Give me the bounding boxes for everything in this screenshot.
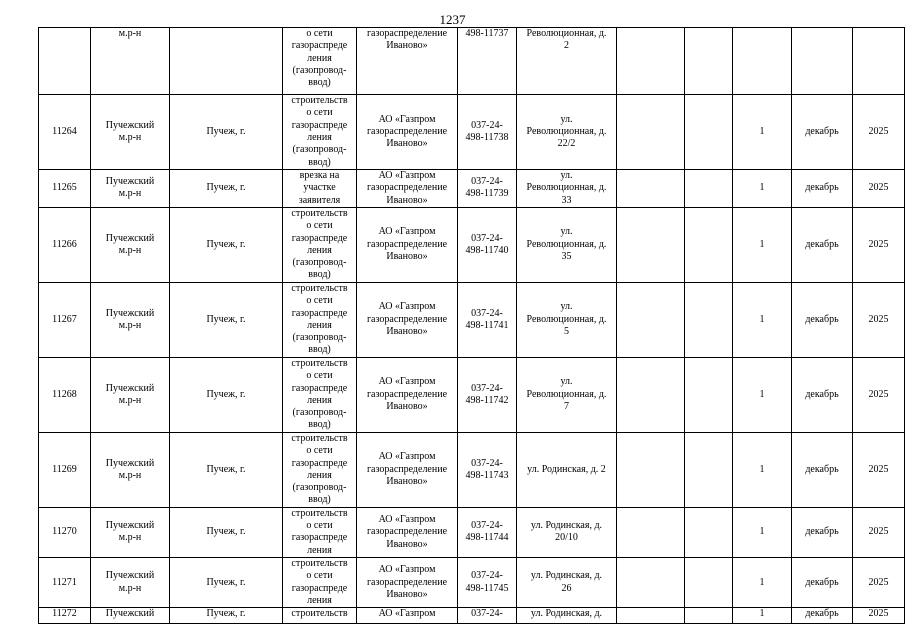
month-cell: декабрь bbox=[792, 207, 853, 282]
code-cell: 037-24- 498-11740 bbox=[458, 207, 517, 282]
quantity-cell bbox=[733, 28, 792, 95]
quantity-cell: 1 bbox=[733, 207, 792, 282]
organization-cell: АО «Газпром газораспределение Иваново» bbox=[357, 95, 458, 170]
row-number-cell: 11265 bbox=[39, 170, 91, 208]
year-cell: 2025 bbox=[853, 608, 905, 624]
month-cell: декабрь bbox=[792, 357, 853, 432]
district-cell: Пучежский м.р-н bbox=[91, 207, 170, 282]
work-type-cell: строительств о сети газораспреде ления (газопровод- ввод) bbox=[283, 207, 357, 282]
empty-cell bbox=[617, 95, 685, 170]
row-number-cell: 11266 bbox=[39, 207, 91, 282]
year-cell: 2025 bbox=[853, 207, 905, 282]
gas-connections-table bbox=[38, 27, 905, 624]
table-row bbox=[39, 432, 905, 507]
year-cell bbox=[853, 28, 905, 95]
code-cell: 498-11737 bbox=[458, 28, 517, 95]
empty-cell bbox=[617, 357, 685, 432]
locality-cell: Пучеж, г. bbox=[170, 207, 283, 282]
year-cell: 2025 bbox=[853, 558, 905, 608]
work-type-cell: строительств bbox=[283, 608, 357, 624]
quantity-cell: 1 bbox=[733, 282, 792, 357]
row-number-cell bbox=[39, 28, 91, 95]
work-type-cell: строительств о сети газораспреде ления (газопровод- ввод) bbox=[283, 282, 357, 357]
work-type-cell: строительств о сети газораспреде ления bbox=[283, 558, 357, 608]
empty-cell bbox=[685, 357, 733, 432]
empty-cell bbox=[685, 95, 733, 170]
locality-cell: Пучеж, г. bbox=[170, 357, 283, 432]
row-number-cell: 11268 bbox=[39, 357, 91, 432]
district-cell: Пучежский м.р-н bbox=[91, 432, 170, 507]
month-cell: декабрь bbox=[792, 432, 853, 507]
empty-cell bbox=[617, 28, 685, 95]
code-cell: 037-24- 498-11738 bbox=[458, 95, 517, 170]
row-number-cell: 11269 bbox=[39, 432, 91, 507]
address-cell: ул. Революционная, д. 33 bbox=[517, 170, 617, 208]
organization-cell: АО «Газпром газораспределение Иваново» bbox=[357, 170, 458, 208]
month-cell: декабрь bbox=[792, 507, 853, 557]
organization-cell: газораспределение Иваново» bbox=[357, 28, 458, 95]
table-body bbox=[39, 28, 905, 624]
quantity-cell: 1 bbox=[733, 507, 792, 557]
month-cell: декабрь bbox=[792, 282, 853, 357]
district-cell: Пучежский м.р-н bbox=[91, 507, 170, 557]
row-number-cell: 11271 bbox=[39, 558, 91, 608]
organization-cell: АО «Газпром газораспределение Иваново» bbox=[357, 507, 458, 557]
code-cell: 037-24- 498-11742 bbox=[458, 357, 517, 432]
locality-cell: Пучеж, г. bbox=[170, 95, 283, 170]
month-cell: декабрь bbox=[792, 170, 853, 208]
quantity-cell: 1 bbox=[733, 432, 792, 507]
organization-cell: АО «Газпром газораспределение Иваново» bbox=[357, 432, 458, 507]
address-cell: ул. Революционная, д. 5 bbox=[517, 282, 617, 357]
locality-cell: Пучеж, г. bbox=[170, 282, 283, 357]
locality-cell: Пучеж, г. bbox=[170, 432, 283, 507]
locality-cell: Пучеж, г. bbox=[170, 170, 283, 208]
year-cell: 2025 bbox=[853, 282, 905, 357]
empty-cell bbox=[685, 207, 733, 282]
year-cell: 2025 bbox=[853, 170, 905, 208]
work-type-cell: о сети газораспреде ления (газопровод- ввод) bbox=[283, 28, 357, 95]
month-cell: декабрь bbox=[792, 558, 853, 608]
locality-cell: Пучеж, г. bbox=[170, 507, 283, 557]
address-cell: ул. Революционная, д. 22/2 bbox=[517, 95, 617, 170]
empty-cell bbox=[685, 608, 733, 624]
empty-cell bbox=[685, 432, 733, 507]
organization-cell: АО «Газпром газораспределение Иваново» bbox=[357, 558, 458, 608]
page-number: 1237 bbox=[439, 12, 466, 27]
table-row bbox=[39, 207, 905, 282]
organization-cell: АО «Газпром газораспределение Иваново» bbox=[357, 207, 458, 282]
district-cell: Пучежский м.р-н bbox=[91, 95, 170, 170]
table-row bbox=[39, 170, 905, 208]
quantity-cell: 1 bbox=[733, 357, 792, 432]
district-cell: Пучежский bbox=[91, 608, 170, 624]
quantity-cell: 1 bbox=[733, 608, 792, 624]
empty-cell bbox=[617, 608, 685, 624]
empty-cell bbox=[685, 507, 733, 557]
empty-cell bbox=[685, 170, 733, 208]
quantity-cell: 1 bbox=[733, 170, 792, 208]
row-number-cell: 11272 bbox=[39, 608, 91, 624]
year-cell: 2025 bbox=[853, 95, 905, 170]
work-type-cell: строительств о сети газораспреде ления (газопровод- ввод) bbox=[283, 357, 357, 432]
address-cell: ул. Революционная, д. 7 bbox=[517, 357, 617, 432]
year-cell: 2025 bbox=[853, 432, 905, 507]
address-cell: Революционная, д. 2 bbox=[517, 28, 617, 95]
table-row bbox=[39, 558, 905, 608]
code-cell: 037-24- 498-11744 bbox=[458, 507, 517, 557]
year-cell: 2025 bbox=[853, 357, 905, 432]
organization-cell: АО «Газпром газораспределение Иваново» bbox=[357, 357, 458, 432]
table-row bbox=[39, 357, 905, 432]
quantity-cell: 1 bbox=[733, 95, 792, 170]
district-cell: Пучежский м.р-н bbox=[91, 558, 170, 608]
organization-cell: АО «Газпром газораспределение Иваново» bbox=[357, 282, 458, 357]
table-row bbox=[39, 507, 905, 557]
empty-cell bbox=[685, 558, 733, 608]
district-cell: м.р-н bbox=[91, 28, 170, 95]
address-cell: ул. Родинская, д. 2 bbox=[517, 432, 617, 507]
empty-cell bbox=[617, 432, 685, 507]
address-cell: ул. Родинская, д. 26 bbox=[517, 558, 617, 608]
row-number-cell: 11267 bbox=[39, 282, 91, 357]
code-cell: 037-24- bbox=[458, 608, 517, 624]
empty-cell bbox=[685, 282, 733, 357]
code-cell: 037-24- 498-11745 bbox=[458, 558, 517, 608]
address-cell: ул. Революционная, д. 35 bbox=[517, 207, 617, 282]
empty-cell bbox=[685, 28, 733, 95]
code-cell: 037-24- 498-11739 bbox=[458, 170, 517, 208]
table-row bbox=[39, 608, 905, 624]
empty-cell bbox=[617, 507, 685, 557]
work-type-cell: строительств о сети газораспреде ления (газопровод- ввод) bbox=[283, 432, 357, 507]
month-cell: декабрь bbox=[792, 95, 853, 170]
address-cell: ул. Родинская, д. bbox=[517, 608, 617, 624]
organization-cell: АО «Газпром bbox=[357, 608, 458, 624]
empty-cell bbox=[617, 558, 685, 608]
code-cell: 037-24- 498-11743 bbox=[458, 432, 517, 507]
month-cell bbox=[792, 28, 853, 95]
work-type-cell: строительств о сети газораспреде ления (газопровод- ввод) bbox=[283, 95, 357, 170]
district-cell: Пучежский м.р-н bbox=[91, 282, 170, 357]
work-type-cell: строительств о сети газораспреде ления bbox=[283, 507, 357, 557]
table-row bbox=[39, 95, 905, 170]
table-row bbox=[39, 28, 905, 95]
year-cell: 2025 bbox=[853, 507, 905, 557]
empty-cell bbox=[617, 207, 685, 282]
district-cell: Пучежский м.р-н bbox=[91, 170, 170, 208]
empty-cell bbox=[617, 282, 685, 357]
district-cell: Пучежский м.р-н bbox=[91, 357, 170, 432]
locality-cell bbox=[170, 28, 283, 95]
code-cell: 037-24- 498-11741 bbox=[458, 282, 517, 357]
row-number-cell: 11264 bbox=[39, 95, 91, 170]
row-number-cell: 11270 bbox=[39, 507, 91, 557]
empty-cell bbox=[617, 170, 685, 208]
locality-cell: Пучеж, г. bbox=[170, 608, 283, 624]
month-cell: декабрь bbox=[792, 608, 853, 624]
locality-cell: Пучеж, г. bbox=[170, 558, 283, 608]
quantity-cell: 1 bbox=[733, 558, 792, 608]
table-row bbox=[39, 282, 905, 357]
address-cell: ул. Родинская, д. 20/10 bbox=[517, 507, 617, 557]
work-type-cell: врезка на участке заявителя bbox=[283, 170, 357, 208]
